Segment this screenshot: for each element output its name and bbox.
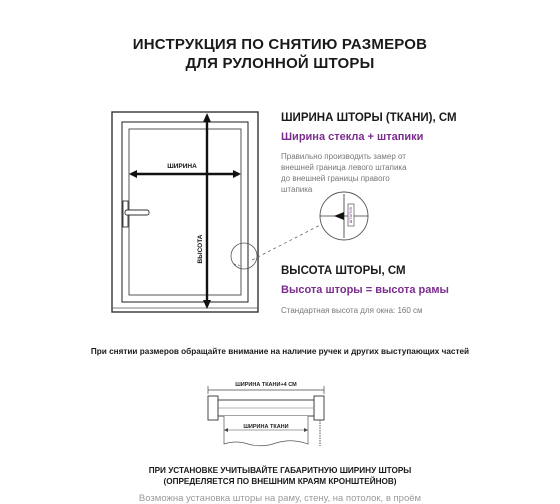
right-bracket: [314, 396, 324, 420]
bracket-warning-line1: ПРИ УСТАНОВКЕ УЧИТЫВАЙТЕ ГАБАРИТНУЮ ШИРИНУ ШТОРЫ: [148, 466, 412, 475]
height-section-note: Стандартная высота для окна: 160 см: [281, 306, 423, 315]
width-note-line4: штапика: [281, 185, 313, 194]
width-note-line2: внешней граница левого штапика: [281, 163, 407, 172]
width-section-header: ШИРИНА ШТОРЫ (ТКАНИ), СМ: [281, 112, 457, 124]
glazing-bead-detail: [318, 190, 370, 242]
width-section-note: [281, 151, 451, 195]
glazing-bead-label: ШТАПИК: [348, 206, 353, 224]
page-title-line1: ИНСТРУКЦИЯ ПО СНЯТИЮ РАЗМЕРОВ: [132, 36, 428, 53]
footer-note: Возможна установка шторы на раму, стену, на потолок, в проём: [138, 493, 422, 504]
width-note-line3: до внешней границы правого: [281, 174, 390, 183]
width-note-line1: Правильно производить замер от: [281, 152, 406, 161]
roller-top-dimension-label: ШИРИНА ТКАНИ+4 СМ: [235, 382, 297, 388]
bracket-warning-line2: (ОПРЕДЕЛЯЕТСЯ ПО ВНЕШНИМ КРАЯМ КРОНШТЕЙНОВ): [163, 477, 397, 486]
page-title-line2: ДЛЯ РУЛОННОЙ ШТОРЫ: [185, 55, 375, 72]
roller-fabric: [224, 416, 308, 446]
height-label: ВЫСОТА: [197, 234, 204, 264]
roller-blind-diagram: [200, 372, 340, 450]
left-bracket: [208, 396, 218, 420]
width-section-formula: Ширина стекла + штапики: [281, 131, 424, 143]
height-section-formula: Высота шторы = высота рамы: [281, 284, 449, 296]
roller-bottom-dimension-label: ШИРИНА ТКАНИ: [243, 424, 289, 430]
height-section-header: ВЫСОТА ШТОРЫ, СМ: [281, 265, 406, 277]
protrusions-warning: При снятии размеров обращайте внимание на наличие ручек и других выступающих частей: [90, 347, 470, 356]
width-label: ШИРИНА: [167, 163, 197, 170]
